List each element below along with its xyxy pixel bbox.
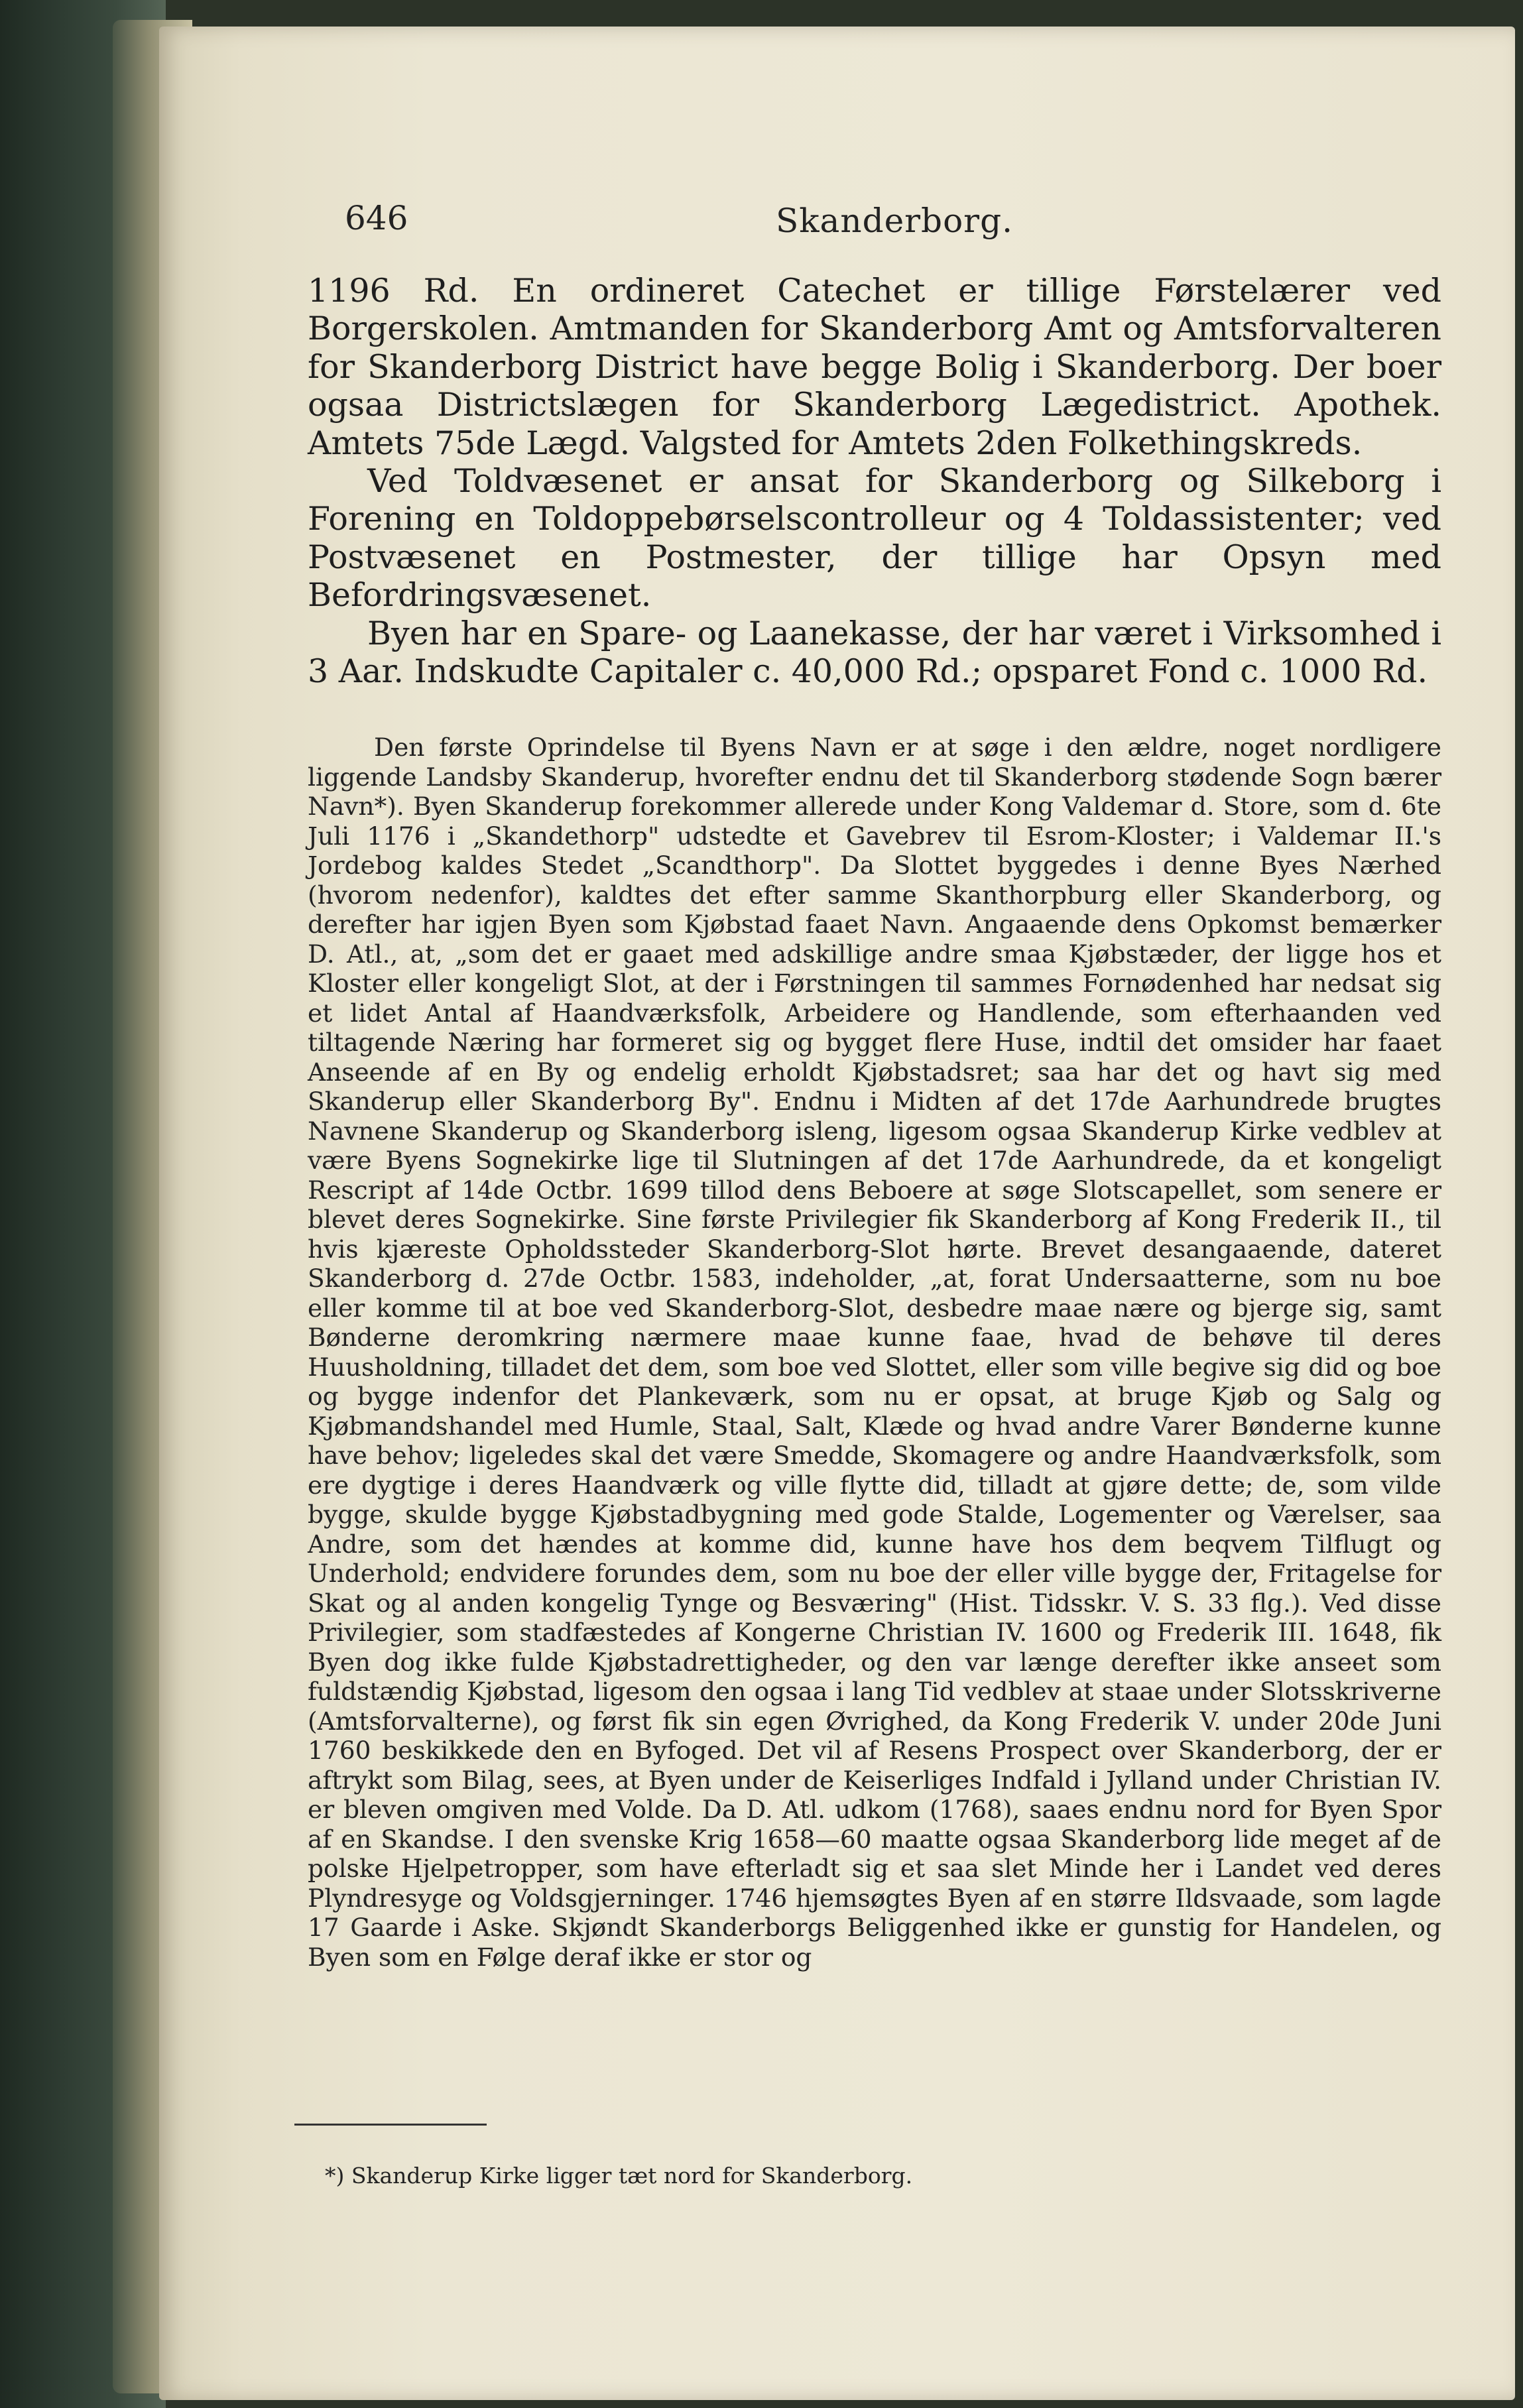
footnote: *) Skanderup Kirke ligger tæt nord for Skanderborg. [325,2163,913,2189]
page-number: 646 [345,199,408,237]
paragraph-savings-bank: Byen har en Spare- og Laanekasse, der har været i Virksomhed i 3 Aar. Indskudte Capitaler c. 40,000 Rd.; opsparet Fond c. 1000 Rd. [308,614,1441,691]
running-head: Skanderborg. [776,202,1013,240]
paragraph-customs: Ved Toldvæsenet er ansat for Skanderborg og Silkeborg i Forening en Toldoppebørselscontrolleur og 4 Toldassistenter; ved Postvæsenet en Postmester, der tillige har Opsyn med Befordringsvæsenet. [308,462,1441,615]
footnote-rule [294,2124,487,2126]
main-text [308,272,1441,690]
historical-note: Den første Oprindelse til Byens Navn er at søge i den ældre, noget nordligere liggende Landsby Skanderup, hvorefter endnu det til Skanderborg stødende Sogn bærer Navn*). Byen Skanderup forekommer allerede under Kong Valdemar d. Store, som d. 6te Juli 1176 i „Skandethorp" udstedte et Gavebrev til Esrom-Kloster; i Valdemar II.'s Jordebog kaldes Stedet „Scandthorp". Da Slottet byggedes i denne Byes Nærhed (hvorom nedenfor), kaldtes det efter samme Skanthorpburg eller Skanderborg, og derefter har igjen Byen som Kjøbstad faaet Navn. Angaaende dens Opkomst bemærker D. Atl., at, „som det er gaaet med adskillige andre smaa Kjøbstæder, der ligge hos et Kloster eller kongeligt Slot, at der i Førstningen til sammes Fornødenhed har nedsat sig et lidet Antal af Haandværksfolk, Arbeidere og Handlende, som efterhaanden ved tiltagende Næring har formeret sig og bygget flere Huse, indtil det omsider har faaet Anseende af en By og endelig erholdt Kjøbstadsret; saa har det og havt sig med Skanderup eller Skanderborg By". Endnu i Midten af det 17de Aarhundrede brugtes Navnene Skanderup og Skanderborg isleng, ligesom ogsaa Skanderup Kirke vedblev at være Byens Sognekirke lige til Slutningen af det 17de Aarhundrede, da et kongeligt Rescript af 14de Octbr. 1699 tillod dens Beboere at søge Slotscapellet, som senere er blevet deres Sognekirke. Sine første Privilegier fik Skanderborg af Kong Frederik II., til hvis kjæreste Opholdssteder Skanderborg-Slot hørte. Brevet desangaaende, dateret Skanderborg d. 27de Octbr. 1583, indeholder, „at, forat Undersaatterne, som nu boe eller komme til at boe ved Skanderborg-Slot, desbedre maae nære og bjerge sig, samt Bønderne deromkring nærmere maae kunne faae, hvad de behøve til deres Huusholdning, tilladet det dem, som boe ved Slottet, eller som ville begive sig did og boe og bygge indenfor det Plankeværk, som nu er opsat, at bruge Kjøb og Salg og Kjøbmandshandel med Humle, Staal, Salt, Klæde og hvad andre Varer Bønderne kunne have behov; ligeledes skal det være Smedde, Skomagere og andre Haandværksfolk, som ere dygtige i deres Haandværk og ville flytte did, tilladt at gjøre dette; de, som vilde bygge, skulde bygge Kjøbstadbygning med gode Stalde, Logementer og Værelser, saa Andre, som det hændes at komme did, kunne have hos dem beqvem Tilflugt og Underhold; endvidere forundes dem, som nu boe der eller ville bygge der, Fritagelse for Skat og al anden kongelig Tynge og Besværing" (Hist. Tidsskr. V. S. 33 flg.). Ved disse Privilegier, som stadfæstedes af Kongerne Christian IV. 1600 og Frederik III. 1648, fik Byen dog ikke fulde Kjøbstadrettigheder, og den var længe derefter ikke anseet som fuldstændig Kjøbstad, ligesom den ogsaa i lang Tid vedblev at staae under Slotsskriverne (Amtsforvalterne), og først fik sin egen Øvrighed, da Kong Frederik V. under 20de Juni 1760 beskikkede den en Byfoged. Det vil af Resens Prospect over Skanderborg, der er aftrykt som Bilag, sees, at Byen under de Keiserliges Indfald i Jylland under Christian IV. er bleven omgiven med Volde. Da D. Atl. udkom (1768), saaes endnu nord for Byen Spor af en Skandse. I den svenske Krig 1658—60 maatte ogsaa Skanderborg lide meget af de polske Hjelpetropper, som have efterladt sig et saa slet Minde her i Landet ved deres Plyndresyge og Voldsgjerninger. 1746 hjemsøgtes Byen af en større Ildsvaade, som lagde 17 Gaarde i Aske. Skjøndt Skanderborgs Beliggenhed ikke er gunstig for Handelen, og Byen som en Følge deraf ikke er stor og [308,733,1441,1972]
paragraph-budget: 1196 Rd. En ordineret Catechet er tillige Førstelærer ved Borgerskolen. Amtmanden for Skanderborg Amt og Amtsforvalteren for Skanderborg District have begge Bolig i Skanderborg. Der boer ogsaa Districtslægen for Skanderborg Lægedistrict. Apothek. Amtets 75de Lægd. Valgsted for Amtets 2den Folkethingskreds. [308,272,1441,462]
page-header [345,192,1379,245]
